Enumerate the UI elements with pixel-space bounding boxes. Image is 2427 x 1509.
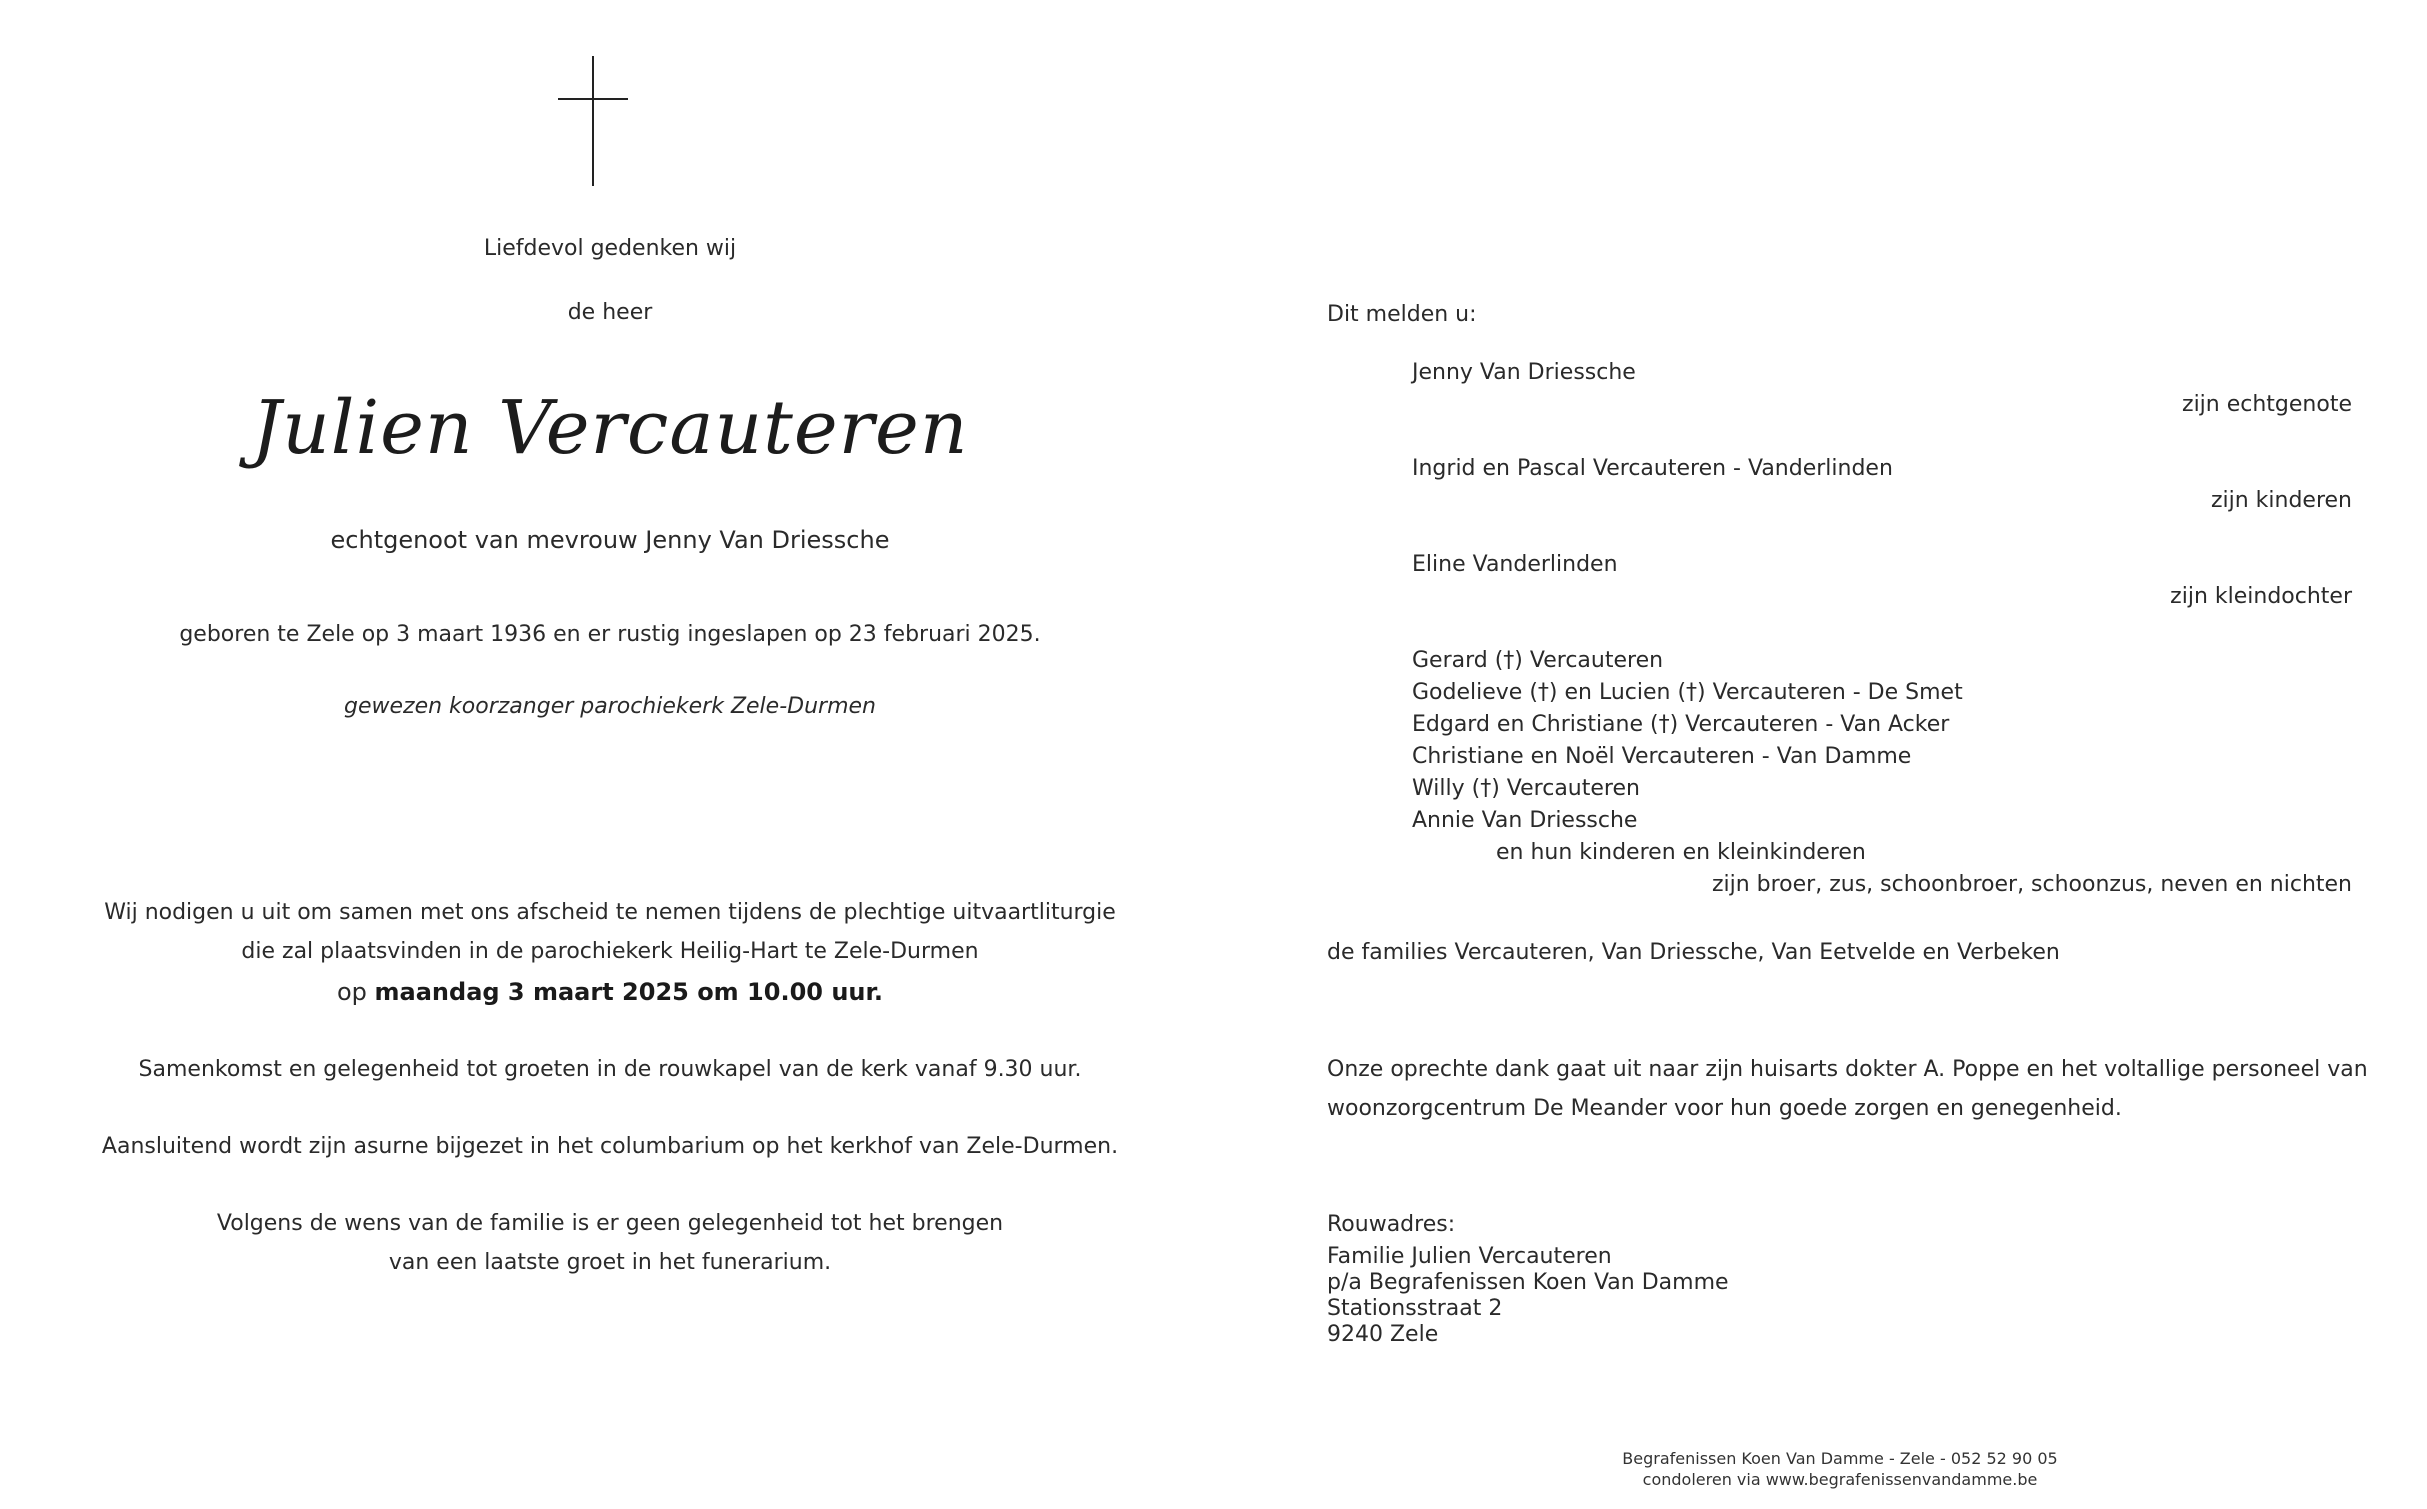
thanks-line-1: Onze oprechte dank gaat uit naar zijn huisarts dokter A. Poppe en het voltallige personeel van bbox=[1327, 1057, 2368, 1082]
footer-line-1: Begrafenissen Koen Van Damme - Zele - 052 52 90 05 bbox=[1622, 1449, 2058, 1468]
sibling-5: Willy (†) Vercauteren bbox=[1412, 776, 1640, 801]
invite-line-2: die zal plaatsvinden in de parochiekerk Heilig-Hart te Zele-Durmen bbox=[241, 939, 979, 964]
cross-vertical bbox=[592, 56, 594, 186]
thanks-line-2: woonzorgcentrum De Meander voor hun goede zorgen en genegenheid. bbox=[1327, 1096, 2122, 1121]
children-names: Ingrid en Pascal Vercauteren - Vanderlinden bbox=[1412, 456, 1893, 481]
address-line-4: 9240 Zele bbox=[1327, 1322, 1439, 1347]
spouse-relation: zijn echtgenote bbox=[2182, 392, 2352, 417]
siblings-children: en hun kinderen en kleinkinderen bbox=[1496, 840, 1866, 865]
date-bold: maandag 3 maart 2025 om 10.00 uur. bbox=[374, 978, 884, 1006]
wish-line-2: van een laatste groet in het funerarium. bbox=[388, 1250, 832, 1275]
invite-line-1: Wij nodigen u uit om samen met ons afscheid te nemen tijdens de plechtige uitvaartliturgie bbox=[104, 900, 1116, 925]
siblings-relation: zijn broer, zus, schoonbroer, schoonzus, neven en nichten bbox=[1711, 872, 2352, 897]
ceremony-date bbox=[60, 978, 1160, 1006]
intro-text: Liefdevol gedenken wij bbox=[483, 236, 737, 261]
sibling-4: Christiane en Noël Vercauteren - Van Damme bbox=[1412, 744, 1912, 769]
children-relation: zijn kinderen bbox=[2210, 488, 2352, 513]
sibling-6: Annie Van Driessche bbox=[1412, 808, 1638, 833]
wish-line-1: Volgens de wens van de familie is er geen gelegenheid tot het brengen bbox=[216, 1211, 1004, 1236]
date-prefix: op bbox=[336, 978, 367, 1006]
families-text: de families Vercauteren, Van Driessche, Van Eetvelde en Verbeken bbox=[1327, 940, 2060, 965]
footer-line-2: condoleren via www.begrafenissenvandamme.be bbox=[1642, 1470, 2038, 1489]
address-line-2: p/a Begrafenissen Koen Van Damme bbox=[1327, 1270, 1729, 1295]
address-label: Rouwadres: bbox=[1327, 1212, 1456, 1237]
sibling-3: Edgard en Christiane (†) Vercauteren - Van Acker bbox=[1412, 712, 1950, 737]
born-text: geboren te Zele op 3 maart 1936 en er rustig ingeslapen op 23 februari 2025. bbox=[179, 622, 1041, 647]
urn-text: Aansluitend wordt zijn asurne bijgezet in het columbarium op het kerkhof van Zele-Durmen. bbox=[101, 1134, 1119, 1159]
cross-horizontal bbox=[558, 98, 628, 100]
grandchild-relation: zijn kleindochter bbox=[2170, 584, 2352, 609]
title-text: de heer bbox=[567, 300, 653, 325]
gathering-text: Samenkomst en gelegenheid tot groeten in de rouwkapel van de kerk vanaf 9.30 uur. bbox=[138, 1057, 1082, 1082]
spouse-name: Jenny Van Driessche bbox=[1412, 360, 1636, 385]
spouse-text: echtgenoot van mevrouw Jenny Van Driessche bbox=[330, 526, 890, 554]
address-line-1: Familie Julien Vercauteren bbox=[1327, 1244, 1612, 1269]
announce-text: Dit melden u: bbox=[1327, 302, 1477, 327]
sibling-1: Gerard (†) Vercauteren bbox=[1412, 648, 1664, 673]
role-text: gewezen koorzanger parochiekerk Zele-Durmen bbox=[344, 694, 876, 719]
address-line-3: Stationsstraat 2 bbox=[1327, 1296, 1503, 1321]
sibling-2: Godelieve (†) en Lucien (†) Vercauteren - De Smet bbox=[1412, 680, 1963, 705]
deceased-name: Julien Vercauteren bbox=[251, 385, 969, 471]
grandchild-name: Eline Vanderlinden bbox=[1412, 552, 1618, 577]
